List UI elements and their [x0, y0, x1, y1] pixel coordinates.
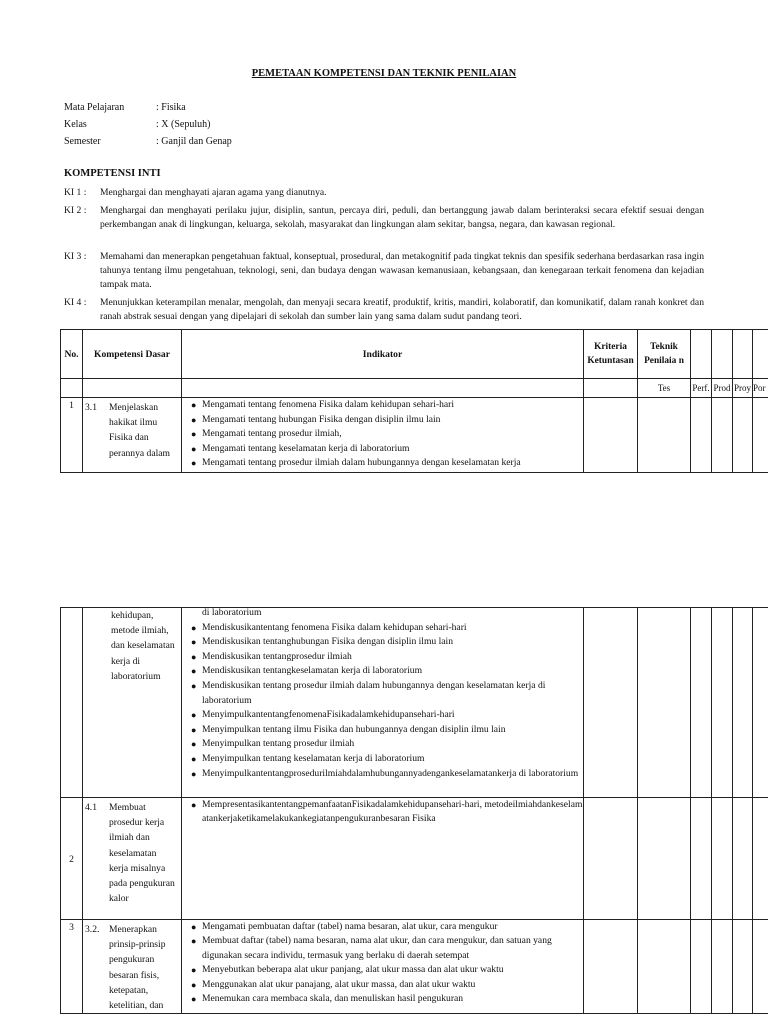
bullet-icon: ● — [191, 922, 197, 932]
por-cell — [753, 398, 768, 473]
indicator-continuation: di laboratorium — [202, 607, 262, 618]
indicator-item — [191, 456, 583, 471]
bullet-icon: ● — [191, 400, 197, 410]
meta-label: Semester — [64, 136, 101, 147]
prod-cell — [712, 798, 733, 920]
bullet-icon: ● — [191, 753, 197, 764]
indicator-item — [191, 442, 583, 457]
ki-text: Memahami dan menerapkan pengetahuan faktual, konseptual, prosedural, dan metakognitif pada tingkat teknis dan spesifik sederhana berdasarkan rasa ingin tahunya tentang ilmu pengetahuan, teknologi, seni, dan budaya dengan wawasan kemanusiaan, kebangsaan, dan kenegaraan terkait fenomena dan kejadian tampak mata. — [100, 251, 704, 291]
indicator-item — [191, 413, 583, 428]
kd-cell — [83, 608, 182, 798]
indicator-text: Mendiskusikan tentangprosedur ilmiah — [202, 650, 352, 662]
perf-cell — [691, 798, 712, 920]
header-indikator: Indikator — [182, 330, 584, 379]
meta-value: : Fisika — [156, 102, 186, 113]
bullet-icon: ● — [191, 710, 197, 721]
indicator-item — [191, 752, 583, 767]
indicator-text: Mengamati tentang prosedur ilmiah dalam hubungannya dengan keselamatan kerja — [202, 457, 521, 468]
subheader-empty — [182, 379, 584, 398]
indicator-cell — [182, 398, 584, 473]
competency-table-page1 — [60, 329, 768, 473]
bullet-icon: ● — [191, 994, 197, 1005]
indicator-text: Menyimpulkan tentang keselamatan kerja di laboratorium — [202, 752, 425, 764]
kd-cell — [83, 798, 182, 920]
ki-heading: KOMPETENSI INTI — [64, 168, 161, 179]
indicator-item — [191, 398, 583, 413]
header-kriteria: Kriteria Ketuntasan — [584, 330, 638, 379]
bullet-icon: ● — [191, 414, 197, 425]
row-number: 1 — [61, 398, 83, 473]
kd-code: 3.1 — [85, 402, 97, 413]
indicator-text: MenyimpulkantentangfenomenaFisikadalamkehidupansehari-hari — [202, 709, 455, 721]
header-empty — [733, 330, 753, 379]
bullet-icon: ● — [191, 800, 197, 810]
indicator-text: Menyebutkan beberapa alat ukur panjang, alat ukur massa dan alat ukur waktu — [202, 964, 504, 976]
meta-label: Kelas — [64, 119, 87, 130]
ki-text: Menghargai dan menghayati perilaku jujur, disiplin, santun, percaya diri, peduli, dan bertanggung jawab dalam berinteraksi secara efektif sesuai dengan perkembangan anak di lingkungan, keluarga, sekolah, masyarakat dan lingkungan alam sekitar, bangsa, negara, dan kawasan regional. — [100, 205, 704, 231]
prod-cell — [712, 920, 733, 1014]
indicator-item — [191, 635, 583, 650]
indicator-item — [191, 798, 583, 826]
ki-code: KI 3 : — [64, 251, 87, 262]
kriteria-cell — [584, 920, 638, 1014]
proy-cell — [733, 608, 753, 798]
indicator-cell — [182, 798, 584, 920]
meta-value: : X (Sepuluh) — [156, 119, 211, 130]
indicator-text: Mengamati tentang hubungan Fisika dengan disiplin ilmu lain — [202, 413, 441, 425]
tes-cell — [638, 920, 691, 1014]
indicator-text: Mengamati tentang prosedur ilmiah, — [202, 428, 342, 439]
indicator-text: Menyimpulkan tentang ilmu Fisika dan hubungannya dengan disiplin ilmu lain — [202, 723, 506, 735]
tes-cell — [638, 398, 691, 473]
proy-cell — [733, 920, 753, 1014]
indicator-text: Mengamati tentang keselamatan kerja di laboratorium — [202, 442, 410, 454]
indicator-text: Mendiskusikan tentangkeselamatan kerja di laboratorium — [202, 665, 423, 677]
kd-code: 3.2. — [85, 924, 100, 935]
tes-cell — [638, 608, 691, 798]
indicator-item — [191, 963, 583, 977]
indicator-item — [191, 650, 583, 665]
indicator-item — [191, 708, 583, 723]
subheader-prod: Prod — [712, 379, 733, 398]
perf-cell — [691, 398, 712, 473]
bullet-icon: ● — [191, 739, 197, 750]
indicator-item — [191, 767, 583, 782]
indicator-text: Mengamati tentang fenomena Fisika dalam kehidupan sehari-hari — [202, 399, 455, 410]
kriteria-cell — [584, 608, 638, 798]
kd-text: Membuat prosedur kerja ilmiah dan keselamatan kerja misalnya pada pengukuran kalor — [109, 802, 175, 905]
subheader-perf: Perf. — [691, 379, 712, 398]
subheader-por: Por — [753, 379, 768, 398]
bullet-icon: ● — [191, 429, 197, 439]
competency-table-page2 — [60, 607, 768, 1014]
subheader-empty — [83, 379, 182, 398]
bullet-icon: ● — [191, 768, 197, 779]
indicator-text: Menggunakan alat ukur panajang, alat ukur massa, dan alat ukur waktu — [202, 978, 476, 990]
document-title: PEMETAAN KOMPETENSI DAN TEKNIK PENILAIAN — [251, 68, 517, 79]
indicator-text: Menyimpulkantentangprosedurilmiahdalamhubungannyadengankeselamatankerja di laboratorium — [202, 767, 579, 779]
subheader-tes: Tes — [638, 379, 691, 398]
bullet-icon: ● — [191, 979, 197, 990]
meta-class — [64, 116, 210, 134]
indicator-item — [191, 992, 583, 1006]
por-cell — [753, 798, 768, 920]
prod-cell — [712, 608, 733, 798]
indicator-cell — [182, 608, 584, 798]
kd-text: kehidupan, metode ilmiah, dan keselamatan kerja di laboratorium — [111, 610, 175, 682]
prod-cell — [712, 398, 733, 473]
ki-item — [64, 250, 704, 293]
header-empty — [753, 330, 768, 379]
ki-item — [64, 186, 704, 200]
bullet-icon: ● — [191, 622, 197, 633]
bullet-icon: ● — [191, 458, 197, 468]
meta-value: : Ganjil dan Genap — [156, 136, 232, 147]
indicator-text: Mengamati pembuatan daftar (tabel) nama besaran, alat ukur, cara mengukur — [202, 921, 498, 932]
kd-text: Menjelaskan hakikat ilmu Fisika dan perannya dalam — [109, 402, 170, 459]
subheader-empty — [584, 379, 638, 398]
ki-item — [64, 204, 704, 232]
indicator-item — [191, 679, 583, 708]
bullet-icon: ● — [191, 936, 197, 947]
ki-code: KI 2 : — [64, 205, 87, 216]
header-empty — [712, 330, 733, 379]
indicator-text: Mendiskusikantentang fenomena Fisika dalam kehidupan sehari-hari — [202, 621, 467, 633]
kd-cell — [83, 920, 182, 1014]
tes-cell — [638, 798, 691, 920]
proy-cell — [733, 798, 753, 920]
subheader-empty — [61, 379, 83, 398]
kd-cell — [83, 398, 182, 473]
perf-cell — [691, 920, 712, 1014]
kriteria-cell — [584, 398, 638, 473]
ki-code: KI 4 : — [64, 297, 87, 308]
bullet-icon: ● — [191, 637, 197, 648]
row-number — [61, 608, 83, 798]
meta-label: Mata Pelajaran — [64, 102, 125, 113]
header-kd: Kompetensi Dasar — [83, 330, 182, 379]
por-cell — [753, 920, 768, 1014]
kriteria-cell — [584, 798, 638, 920]
ki-text: Menghargai dan menghayati ajaran agama yang dianutnya. — [100, 187, 327, 198]
row-number: 3 — [61, 920, 83, 1014]
indicator-item — [191, 621, 583, 636]
perf-cell — [691, 608, 712, 798]
indicator-item — [191, 427, 583, 442]
meta-subject — [64, 99, 186, 117]
indicator-text: Membuat daftar (tabel) nama besaran, nama alat ukur, dan cara mengukur, dan satuan yang digunakan secara individu, termasuk yang berlaku di daerah setempat — [202, 935, 552, 961]
kd-code: 4.1 — [85, 802, 97, 813]
kd-text: Menerapkan prinsip-prinsip pengukuran besaran fisis, ketepatan, ketelitian, dan — [109, 924, 166, 1012]
bullet-icon: ● — [191, 651, 197, 662]
row-number: 2 — [61, 798, 83, 920]
indicator-text: Mendiskusikan tentanghubungan Fisika dengan disiplin ilmu lain — [202, 636, 454, 648]
header-no: No. — [61, 330, 83, 379]
indicator-text: Mendiskusikan tentang prosedur ilmiah dalam hubungannya dengan keselamatan kerja di laboratorium — [202, 679, 546, 706]
indicator-item — [191, 934, 583, 963]
por-cell — [753, 608, 768, 798]
bullet-icon: ● — [191, 666, 197, 677]
indicator-item — [191, 920, 583, 934]
proy-cell — [733, 398, 753, 473]
indicator-cell — [182, 920, 584, 1014]
indicator-item — [191, 737, 583, 752]
ki-item — [64, 296, 704, 324]
bullet-icon: ● — [191, 443, 197, 454]
bullet-icon: ● — [191, 724, 197, 735]
header-teknik: Teknik Penilaia n — [638, 330, 691, 379]
indicator-item — [191, 723, 583, 738]
bullet-icon: ● — [191, 965, 197, 976]
header-empty — [691, 330, 712, 379]
indicator-item — [191, 664, 583, 679]
indicator-item — [191, 978, 583, 992]
indicator-text: MempresentasikantentangpemanfaatanFisikadalamkehidupansehari-hari, metodeilmiahdankeselamatankerjaketikamelakukankegiatanpengukuranbesaran Fisika — [202, 799, 583, 824]
indicator-text: Menemukan cara membaca skala, dan menuliskan hasil pengukuran — [202, 993, 464, 1005]
ki-code: KI 1 : — [64, 187, 87, 198]
ki-text: Menunjukkan keterampilan menalar, mengolah, dan menyaji secara kreatif, produktif, kritis, mandiri, kolaboratif, dan komunikatif, dalam ranah konkret dan ranah abstrak sesuai dengan yang dipelajari di sekolah dan sumber lain yang sama dalam sudut pandang teori. — [100, 297, 704, 323]
indicator-text: Menyimpulkan tentang prosedur ilmiah — [202, 738, 355, 750]
bullet-icon: ● — [191, 680, 197, 691]
meta-semester — [64, 133, 232, 151]
subheader-proy: Proy — [733, 379, 753, 398]
